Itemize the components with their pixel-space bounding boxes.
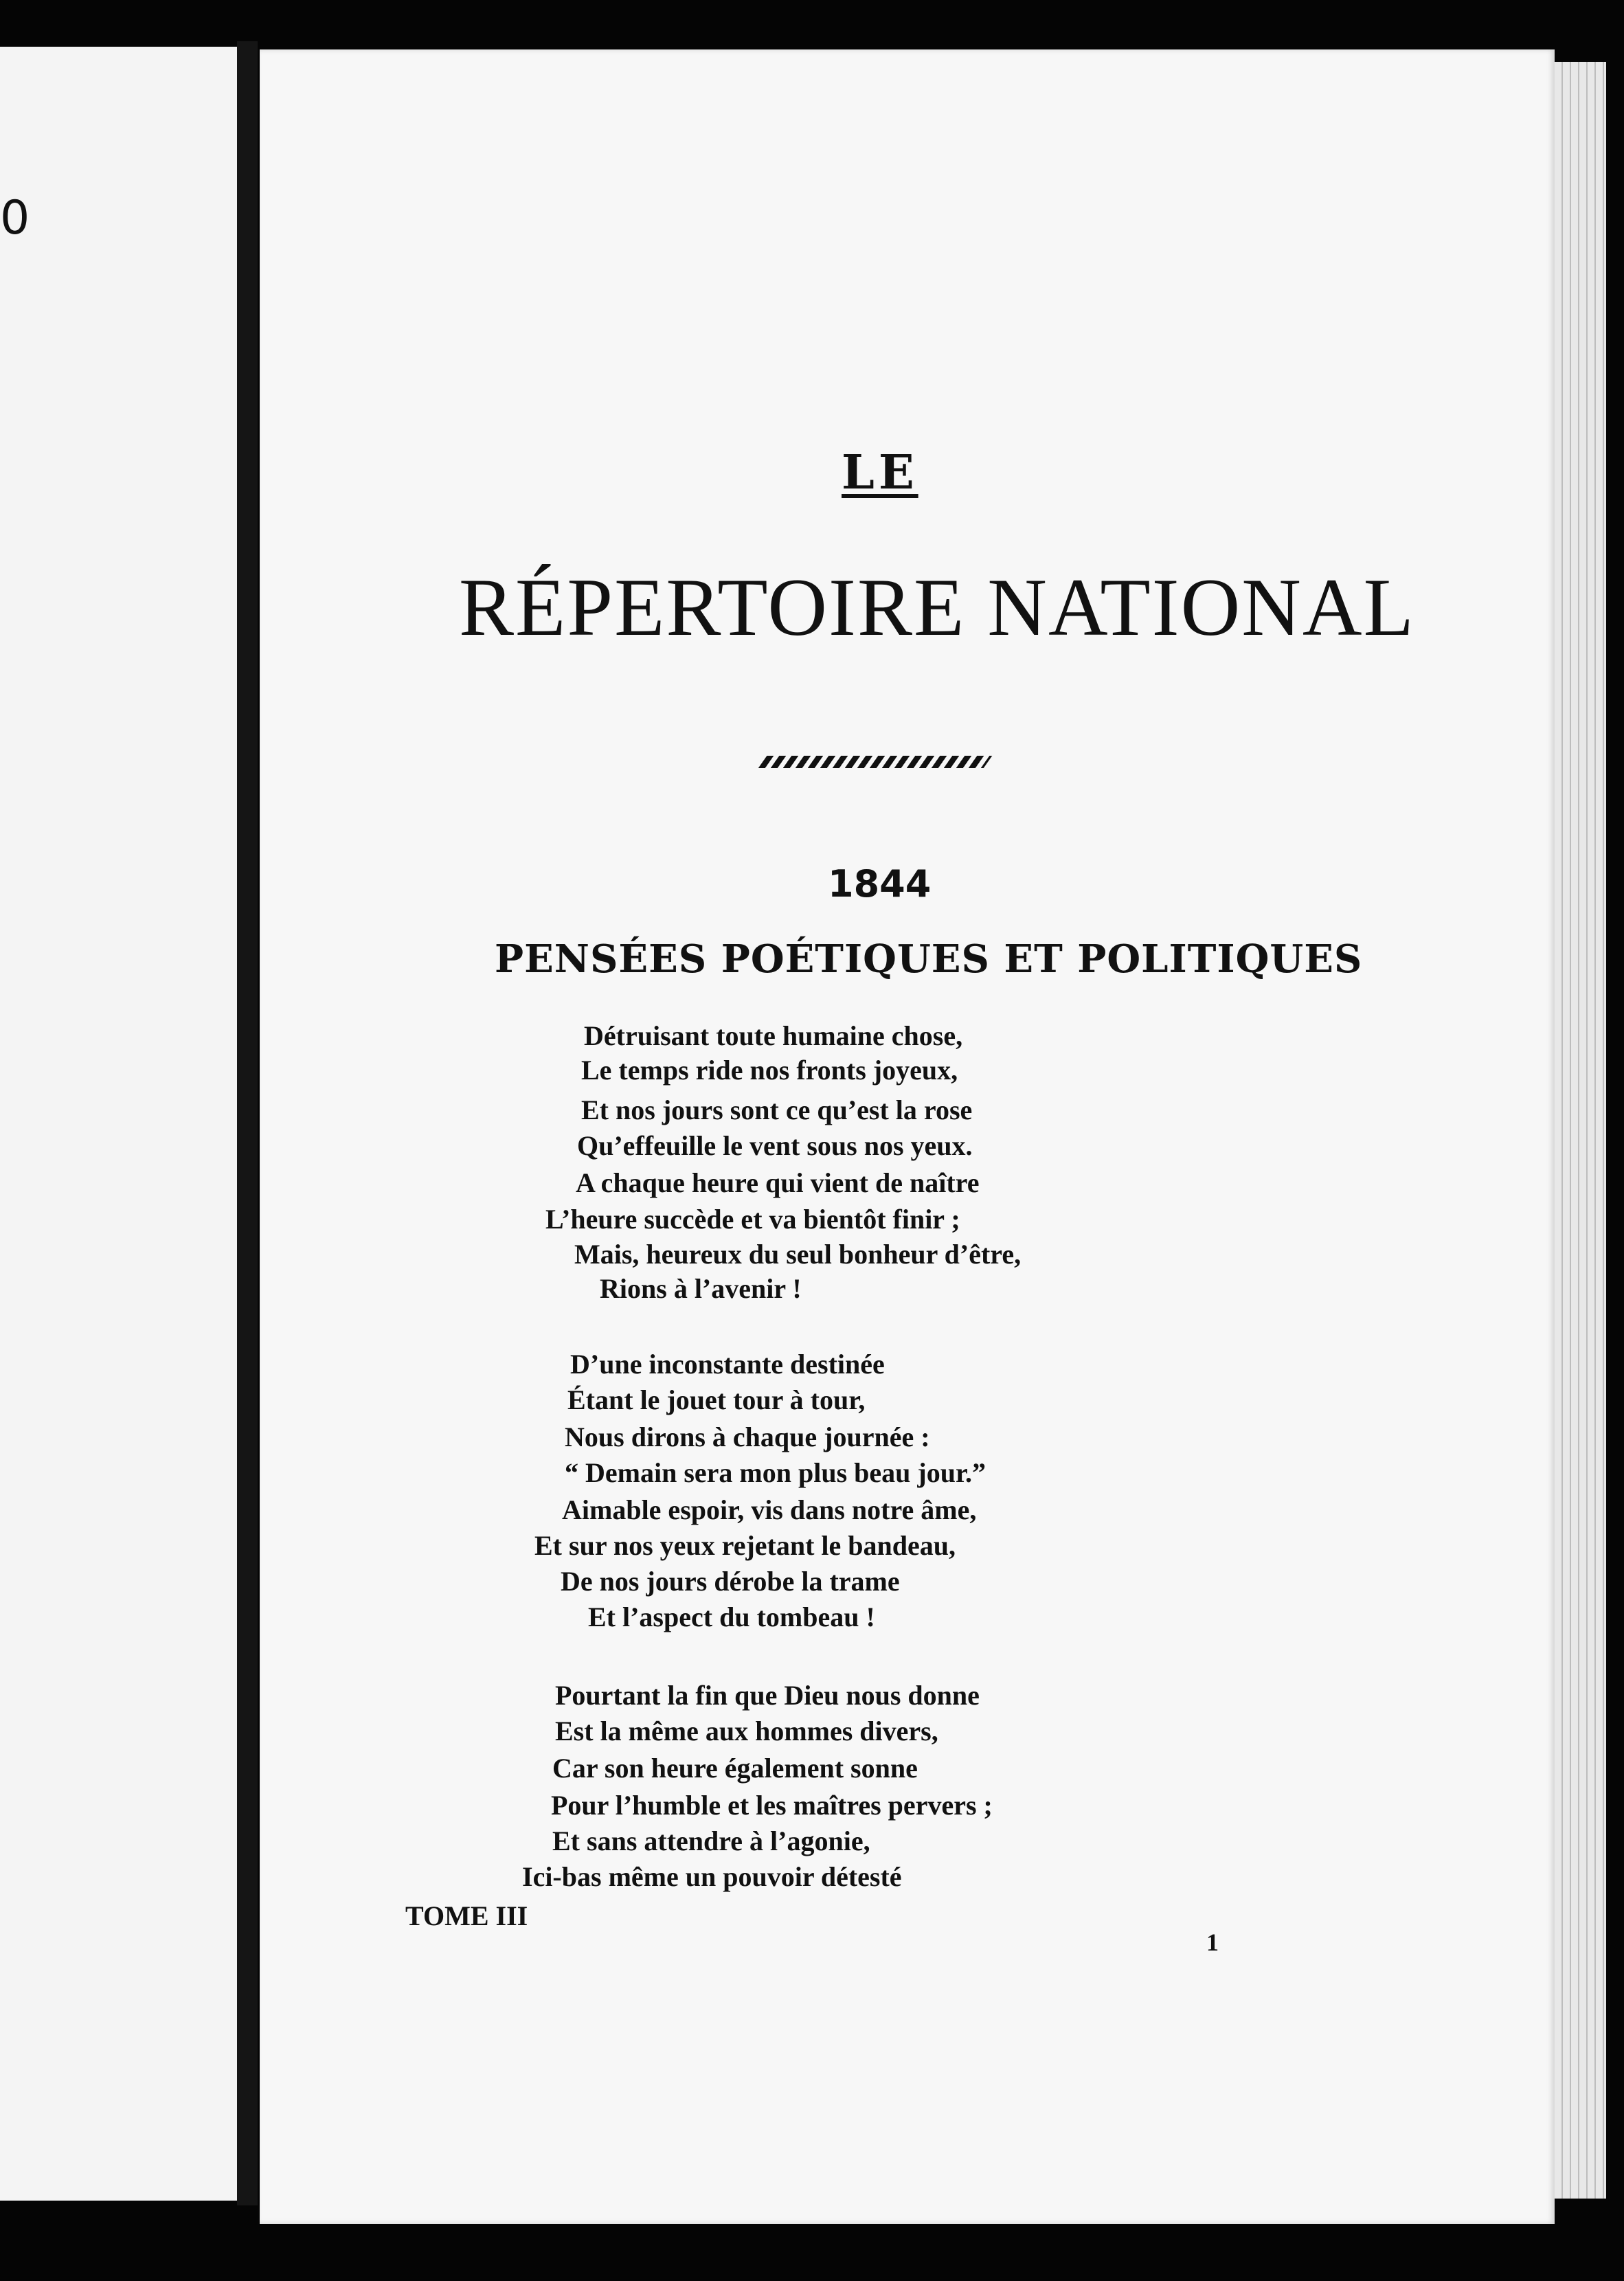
- poem-line: Et sans attendre à l’agonie,: [552, 1825, 870, 1856]
- poem-line: L’heure succède et va bientôt finir ;: [545, 1204, 960, 1235]
- ornament-rule: [758, 756, 993, 768]
- left-page-number: 0: [0, 191, 30, 245]
- signature-mark: 1: [1206, 1929, 1219, 1956]
- poem-line: “ Demain sera mon plus beau jour.”: [565, 1457, 986, 1488]
- poem-line: Pourtant la fin que Dieu nous donne: [555, 1680, 980, 1711]
- poem-line: Et sur nos yeux rejetant le bandeau,: [534, 1530, 956, 1561]
- volume-label: TOME III: [405, 1900, 528, 1931]
- poem-line: Et nos jours sont ce qu’est la rose: [581, 1094, 973, 1125]
- section-heading: PENSÉES POÉTIQUES ET POLITIQUES: [495, 936, 1363, 982]
- poem-line: De nos jours dérobe la trame: [561, 1566, 900, 1597]
- poem-line: Car son heure également sonne: [552, 1753, 918, 1784]
- page-edges: [1555, 62, 1606, 2199]
- poem-line: Pour l’humble et les maîtres pervers ;: [551, 1790, 993, 1821]
- left-page: [0, 47, 241, 2201]
- poem-line: Nous dirons à chaque journée :: [565, 1422, 930, 1452]
- poem-line: Étant le jouet tour à tour,: [567, 1384, 866, 1415]
- poem-line: Et l’aspect du tombeau !: [588, 1602, 875, 1632]
- section-year: 1844: [828, 862, 932, 906]
- poem-line: Le temps ride nos fronts joyeux,: [581, 1055, 958, 1086]
- title-article: LE: [842, 445, 918, 500]
- poem-line: Ici-bas même un pouvoir détesté: [522, 1861, 902, 1892]
- poem-line: Détruisant toute humaine chose,: [584, 1020, 963, 1051]
- page-title: RÉPERTOIRE NATIONAL: [459, 561, 1415, 653]
- poem-line: Rions à l’avenir !: [600, 1273, 802, 1304]
- poem-line: Mais, heureux du seul bonheur d’être,: [574, 1239, 1022, 1270]
- book-spine: [237, 41, 258, 2205]
- poem-line: A chaque heure qui vient de naître: [576, 1167, 980, 1198]
- poem-line: Est la même aux hommes divers,: [555, 1716, 938, 1746]
- poem-line: D’une inconstante destinée: [570, 1349, 885, 1380]
- poem-line: Qu’effeuille le vent sous nos yeux.: [577, 1130, 973, 1161]
- poem-line: Aimable espoir, vis dans notre âme,: [562, 1494, 977, 1525]
